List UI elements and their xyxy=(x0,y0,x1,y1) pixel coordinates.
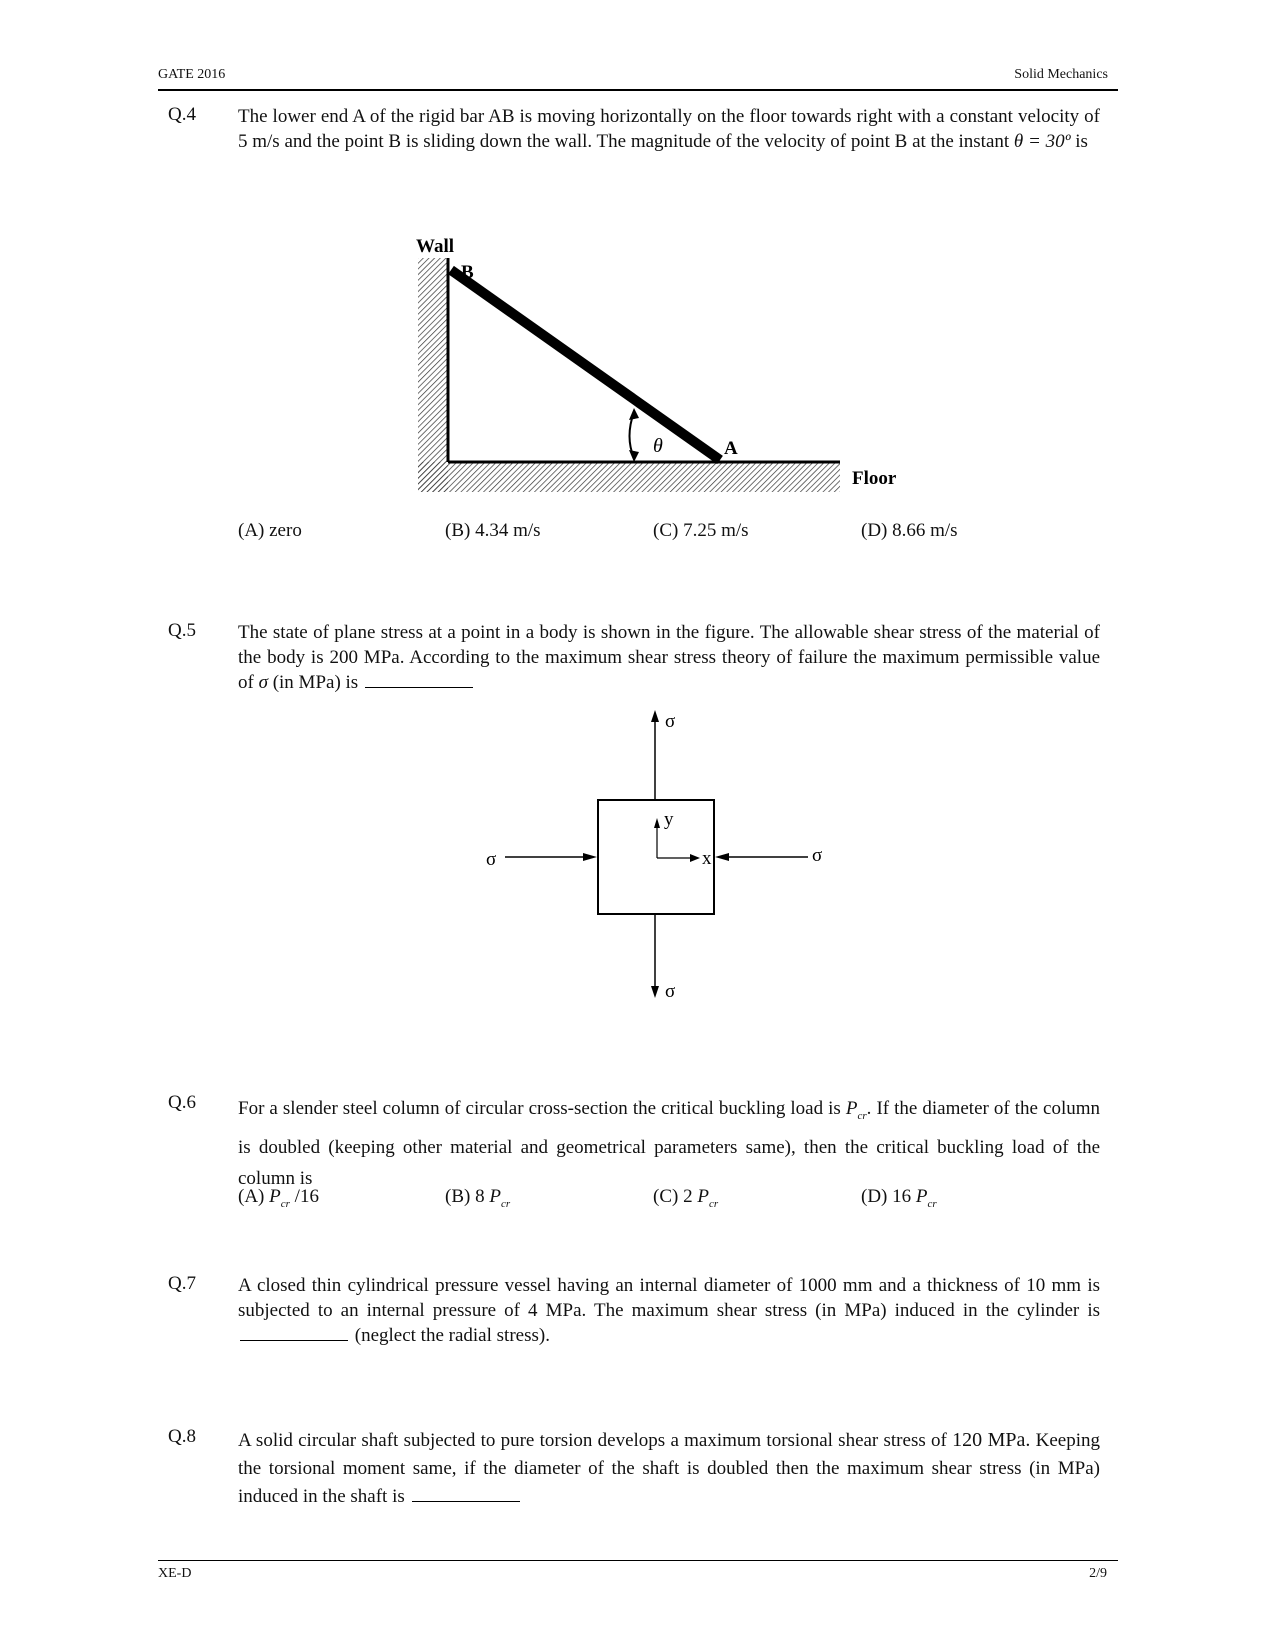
theta-label: θ xyxy=(653,435,663,457)
sigma-top-label: σ xyxy=(665,711,676,732)
arrow-top-head xyxy=(651,710,659,722)
q7-text-1: A closed thin cylindrical pressure vessel having an internal diameter of 1000 mm and a thickness of 10 mm is subjected to an internal pressure of 4 MPa. The maximum shear stress (in MPa) induced in the cylinder is xyxy=(238,1275,1100,1321)
q8-answer-blank[interactable] xyxy=(412,1485,520,1502)
angle-arrow-bottom xyxy=(629,450,639,462)
header-subject: Solid Mechanics xyxy=(1014,67,1108,82)
sigma-left-label: σ xyxy=(486,849,497,870)
q4-text-2: is xyxy=(1070,131,1088,152)
axis-y-label: y xyxy=(664,809,674,830)
q7-text-2: (neglect the radial stress). xyxy=(354,1325,550,1346)
q8-number: Q.8 xyxy=(168,1426,196,1447)
floor-hatch xyxy=(418,462,840,492)
q4-option-b[interactable]: (B) 4.34 m/s xyxy=(445,520,541,541)
arrow-right-head xyxy=(715,853,729,861)
q5-text-2: (in MPa) is xyxy=(267,672,359,693)
q4-figure-bar-wall-floor xyxy=(0,200,1275,560)
arrow-bottom-head xyxy=(651,986,659,998)
q4-text xyxy=(238,104,1100,154)
q6-p-sub: cr xyxy=(857,1109,867,1122)
wall-label: Wall xyxy=(416,236,455,257)
q6-option-a[interactable]: (A) $P_{cr}$ /16 xyxy=(238,1186,319,1210)
q4-option-d[interactable]: (D) 8.66 m/s xyxy=(861,520,958,541)
q6-option-b[interactable]: (B) 8 $P_{cr}$ xyxy=(445,1186,511,1210)
q5-stress-element-figure xyxy=(0,700,1275,1020)
q4-option-c[interactable]: (C) 7.25 m/s xyxy=(653,520,749,541)
sigma-bottom-label: σ xyxy=(665,981,676,1002)
q5-text-1: The state of plane stress at a point in a body is shown in the figure. The allowable shear stress of the material of the body is 200 MPa. According to the maximum shear stress theory of failure the maximum permissible value of xyxy=(238,622,1100,693)
q6-option-d[interactable]: (D) 16 $P_{cr}$ xyxy=(861,1186,937,1210)
axis-y-head xyxy=(654,818,660,828)
q8-text-1: A solid circular shaft subjected to pure torsion develops a maximum torsional shear stress of xyxy=(238,1430,953,1451)
q8-text-2: Keeping the torsional moment same, if the diameter of the shaft is doubled then the maximum shear stress (in MPa) induced in the shaft is xyxy=(238,1430,1100,1507)
q6-text-2: . If the diameter of the column is doubled (keeping other material and geometrical parameters same), then the critical buckling load of the column is xyxy=(238,1098,1100,1189)
q4-text-1: The lower end A of the rigid bar AB is moving horizontally on the floor towards right with a constant velocity of 5 m/s and the point B is sliding down the wall. The magnitude of the velocity of point B at the instant xyxy=(238,106,1100,152)
angle-arrow-top xyxy=(629,408,639,420)
q4-number: Q.4 xyxy=(168,104,196,125)
footer-rule xyxy=(158,1560,1118,1561)
q7-number: Q.7 xyxy=(168,1273,196,1294)
q6-text-1: For a slender steel column of circular cross-section the critical buckling load is xyxy=(238,1098,846,1119)
axis-x-label: x xyxy=(702,848,712,869)
header-rule xyxy=(158,89,1118,91)
q7-answer-blank[interactable] xyxy=(240,1324,348,1341)
rigid-bar-ab xyxy=(451,270,720,460)
q7-text xyxy=(238,1273,1100,1348)
point-b-label: B xyxy=(461,262,474,283)
q6-p-symbol: P xyxy=(845,1098,858,1119)
footer-paper-code: XE-D xyxy=(158,1566,192,1581)
q5-sigma: σ xyxy=(258,672,268,693)
q8-text xyxy=(238,1426,1100,1511)
wall-hatch xyxy=(418,258,448,492)
q5-number: Q.5 xyxy=(168,620,196,641)
q6-text xyxy=(238,1093,1100,1194)
q6-option-c[interactable]: (C) 2 $P_{cr}$ xyxy=(653,1186,719,1210)
q6-number: Q.6 xyxy=(168,1092,196,1113)
arrow-left-head xyxy=(583,853,597,861)
q5-answer-blank[interactable] xyxy=(365,671,473,688)
q4-option-a[interactable]: (A) zero xyxy=(238,520,302,541)
floor-label: Floor xyxy=(852,468,897,489)
point-a-label: A xyxy=(724,438,738,459)
axis-x-head xyxy=(690,854,700,862)
q4-theta-expr: θ = 30º xyxy=(1013,131,1071,152)
sigma-right-label: σ xyxy=(812,845,823,866)
header-exam-title: GATE 2016 xyxy=(158,67,226,82)
footer-page-number: 2/9 xyxy=(1089,1566,1107,1581)
q8-value: 120 MPa. xyxy=(952,1429,1031,1451)
q5-text xyxy=(238,620,1100,695)
